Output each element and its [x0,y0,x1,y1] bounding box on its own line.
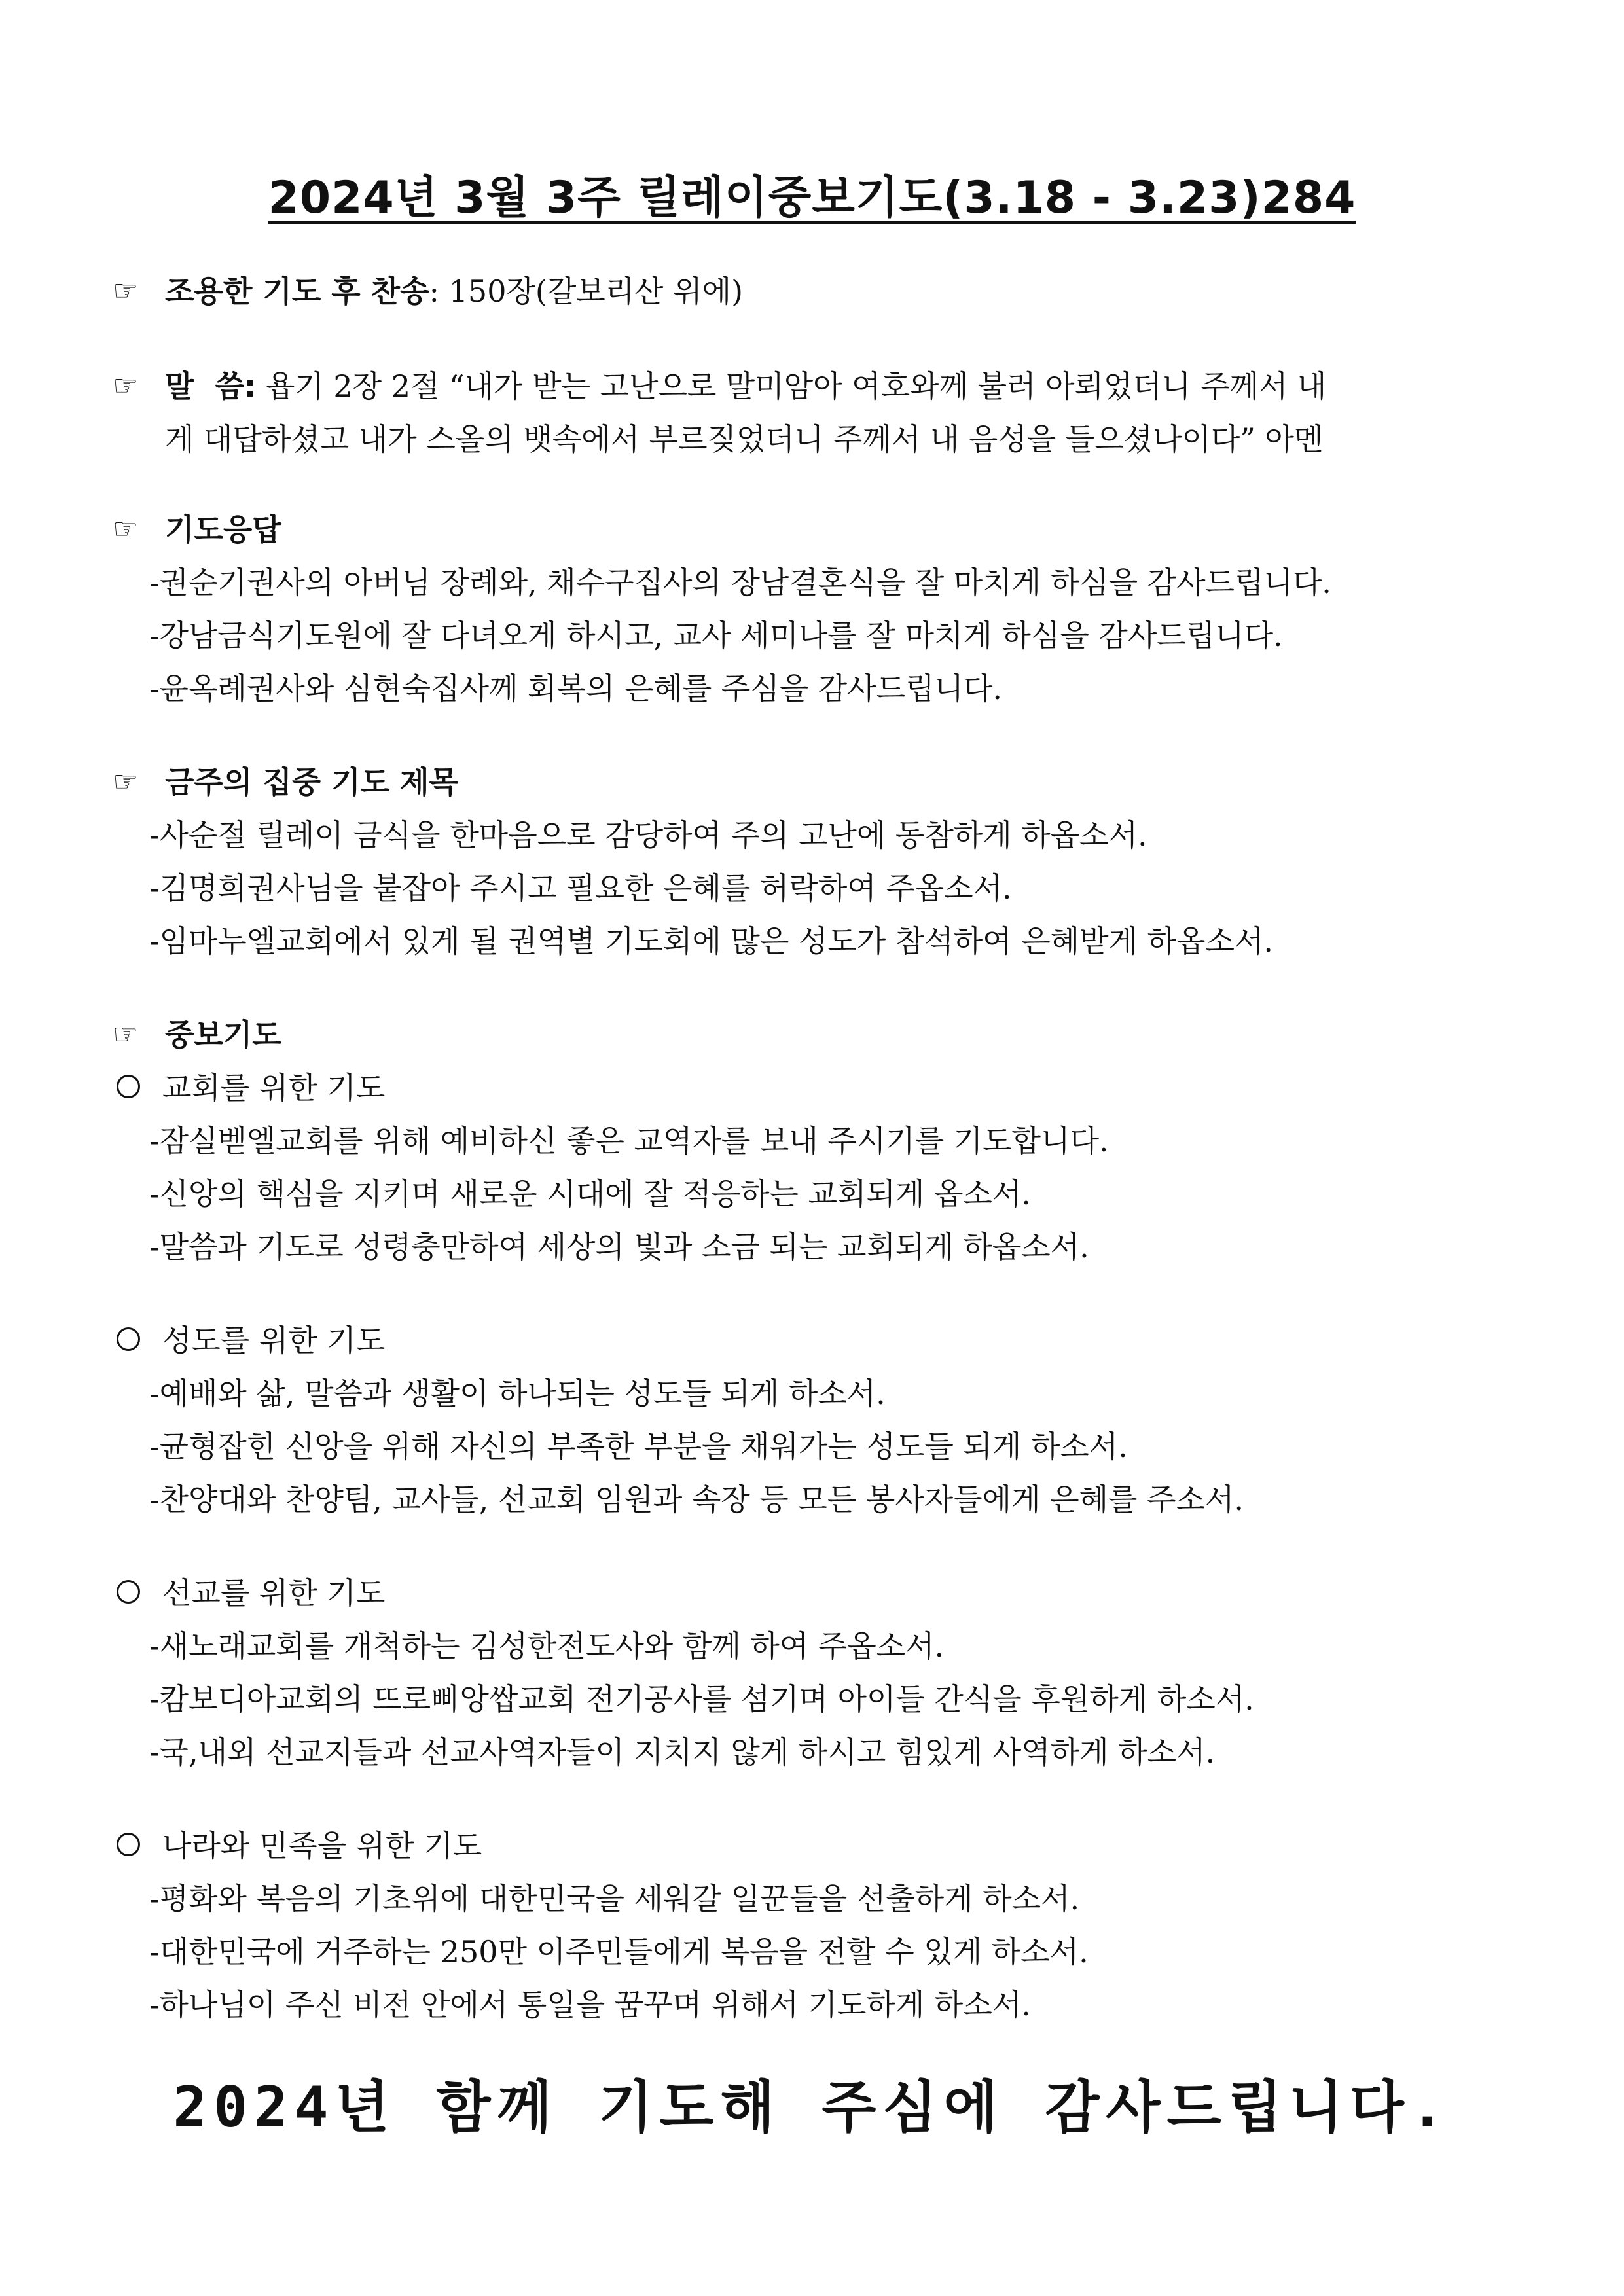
list-item: -잠실벧엘교회를 위해 예비하신 좋은 교역자를 보내 주시기를 기도합니다. [149,1123,1109,1158]
pointing-hand-icon: ☞ [113,274,139,308]
word-line-1 [165,363,1326,409]
group-title: 선교를 위한 기도 [162,1575,386,1611]
circle-bullet-icon [117,1833,140,1856]
list-item: -임마누엘교회에서 있게 될 권역별 기도회에 많은 성도가 참석하여 은혜받게 하옵소서. [149,924,1274,959]
list-item: -균형잡힌 신앙을 위해 자신의 부족한 부분을 채워가는 성도들 되게 하소서. [149,1429,1128,1464]
group-title: 나라와 민족을 위한 기도 [162,1828,482,1863]
list-item: -강남금식기도원에 잘 다녀오게 하시고, 교사 세미나를 잘 마치게 하심을 감사드립니다. [149,618,1283,653]
list-item: -국,내외 선교지들과 선교사역자들이 지치지 않게 하시고 힘있게 사역하게 하소서. [149,1734,1216,1770]
word-text-2: 게 대답하셨고 내가 스올의 뱃속에서 부르짖었더니 주께서 내 음성을 들으셨나이다” 아멘 [165,422,1324,457]
pointing-hand-icon: ☞ [113,512,139,546]
group-title: 교회를 위한 기도 [162,1070,386,1105]
list-item: -캄보디아교회의 뜨로삐앙쌉교회 전기공사를 섬기며 아이들 간식을 후원하게 하소서. [149,1681,1254,1717]
pointing-hand-icon: ☞ [113,765,139,798]
list-item: -윤옥례권사와 심현숙집사께 회복의 은혜를 주심을 감사드립니다. [149,671,1003,706]
list-item: -예배와 삶, 말씀과 생활이 하나되는 성도들 되게 하소서. [149,1376,886,1411]
page-title: 2024년 3월 3주 릴레이중보기도(3.18 - 3.23)284 [268,172,1356,224]
circle-bullet-icon [117,1327,140,1351]
list-item: -사순절 릴레이 금식을 한마음으로 감당하여 주의 고난에 동참하게 하옵소서. [149,817,1147,853]
circle-bullet-icon [117,1075,140,1098]
hymn-label: 조용한 기도 후 찬송 [165,274,429,309]
word-label: 말 씀: [165,368,257,404]
list-item: -평화와 복음의 기초위에 대한민국을 세워갈 일꾼들을 선출하게 하소서. [149,1881,1080,1916]
list-item: -신앙의 핵심을 지키며 새로운 시대에 잘 적응하는 교회되게 옵소서. [149,1176,1031,1211]
list-item: -말씀과 기도로 성령충만하여 세상의 빛과 소금 되는 교회되게 하옵소서. [149,1229,1089,1265]
word-text-1: 욥기 2장 2절 “내가 받는 고난으로 말미암아 여호와께 불러 아뢰었더니 주께서 내 [256,368,1327,404]
hymn-line [165,268,743,314]
group-title: 성도를 위한 기도 [162,1323,386,1358]
pointing-hand-icon: ☞ [113,369,139,403]
answered-heading: 기도응답 [165,512,281,547]
list-item: -김명희권사님을 붙잡아 주시고 필요한 은혜를 허락하여 주옵소서. [149,870,1012,906]
closing-message: 2024년 함께 기도해 주심에 감사드립니다. [173,2075,1451,2140]
intercession-heading: 중보기도 [165,1017,281,1052]
focus-heading: 금주의 집중 기도 제목 [165,764,458,800]
list-item: -하나님이 주신 비전 안에서 통일을 꿈꾸며 위해서 기도하게 하소서. [149,1987,1031,2022]
pointing-hand-icon: ☞ [113,1018,139,1051]
list-item: -새노래교회를 개척하는 김성한전도사와 함께 하여 주옵소서. [149,1628,945,1664]
hymn-value: : 150장(갈보리산 위에) [429,274,744,309]
list-item: -찬양대와 찬양팀, 교사들, 선교회 임원과 속장 등 모든 봉사자들에게 은혜를 주소서. [149,1482,1244,1517]
list-item: -권순기권사의 아버님 장례와, 채수구집사의 장남결혼식을 잘 마치게 하심을 감사드립니다. [149,565,1331,600]
circle-bullet-icon [117,1580,140,1604]
list-item: -대한민국에 거주하는 250만 이주민들에게 복음을 전할 수 있게 하소서. [149,1934,1089,1969]
